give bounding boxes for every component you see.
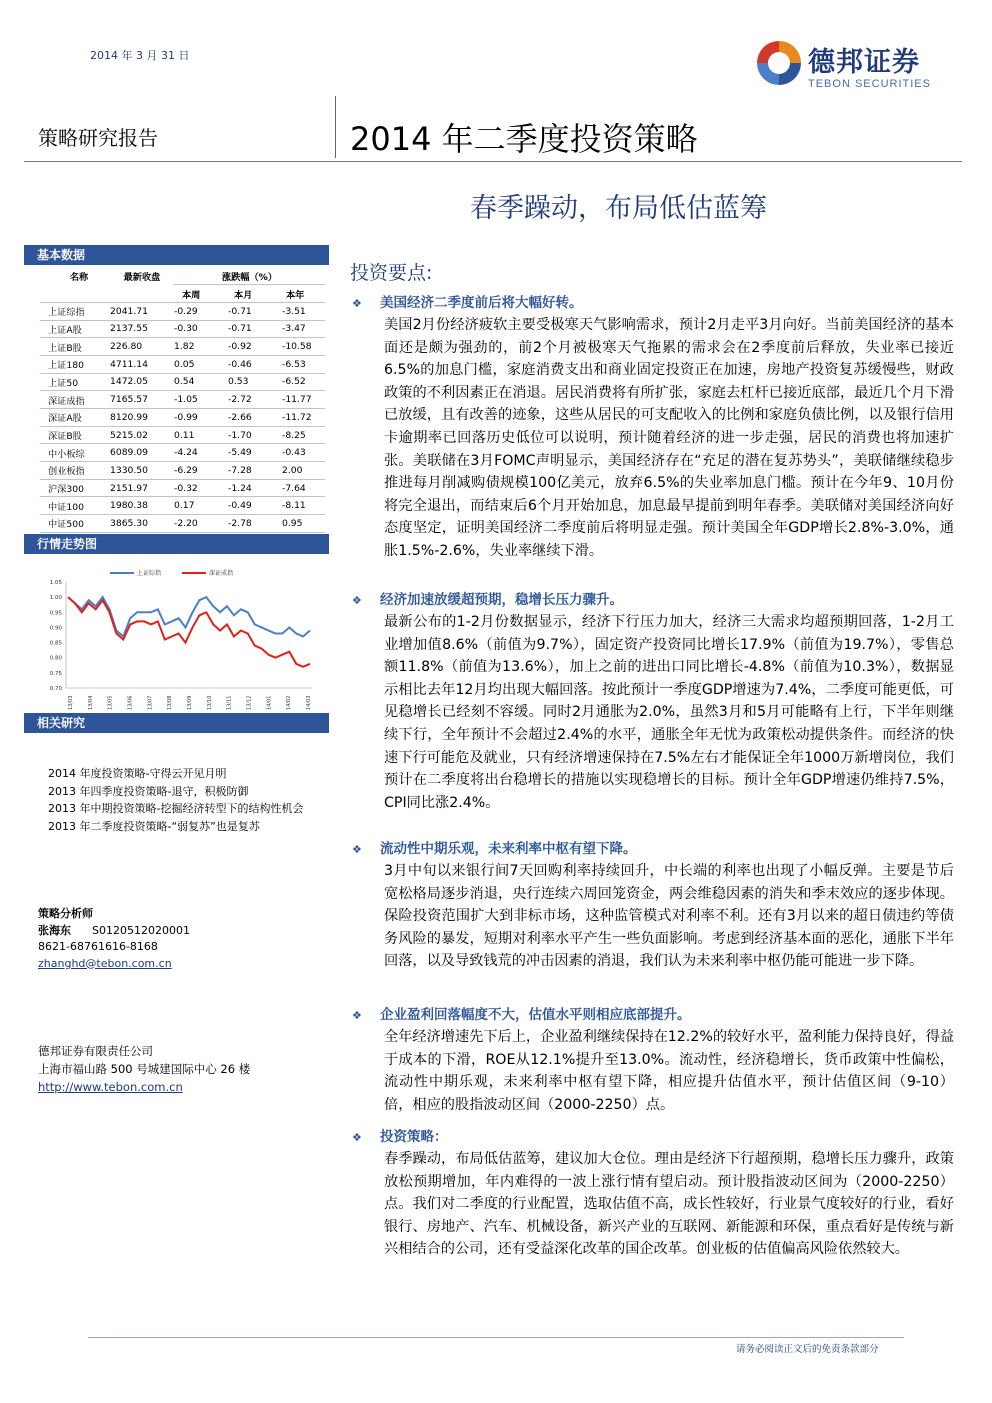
close-value: 1330.50 [110,462,174,480]
y-tick-label: 0.95 [49,610,62,617]
report-date: 2014 年 3 月 31 日 [90,49,190,62]
y-tick-label: 1.00 [49,595,62,602]
index-name: 中证500 [40,515,110,533]
report-title: 2014 年二季度投资策略 [350,120,698,158]
index-name: 创业板指 [40,462,110,480]
x-tick-label: 13/12 [246,695,253,710]
close-value: 4711.14 [110,355,174,373]
key-point-heading: ❖ 流动性中期乐观，未来利率中枢有望下降。 [352,841,637,857]
key-point-body: 全年经济增速先下后上，企业盈利继续保持在12.2%的较好水平，盈利能力保持良好，得益于成本的下滑，ROE从12.1%提升至13.0%。流动性，经济稳增长，货币政策中性偏松，流动性中期乐观，未来利率中枢有望下降，相应提升估值水平，预计估值区间（9-10）倍，相应的股指波动区间（2000-2250）点。 [384,1029,955,1113]
analyst-info [38,906,190,972]
month-change: -2.78 [228,515,282,533]
y-tick-label: 0.75 [49,670,62,677]
table-row [40,479,325,497]
table-row [40,409,325,427]
week-change: -0.32 [174,479,228,497]
related-item[interactable]: 2013 年中期投资策略-挖掘经济转型下的结构性机会 [48,802,304,815]
analyst-cert: S0120512020001 [92,923,190,937]
table-row [40,338,325,356]
table-row [40,515,325,533]
month-change: -1.24 [228,479,282,497]
index-name: 中证100 [40,497,110,515]
related-item[interactable]: 2014 年度投资策略-守得云开见月明 [48,767,227,780]
year-change: -0.43 [282,444,325,462]
footer-disclaimer: 请务必阅读正文后的免责条款部分 [736,1344,879,1355]
x-tick-label: 13/07 [147,695,154,710]
month-change: -2.72 [228,391,282,409]
week-change: 0.11 [174,426,228,444]
table-subheader-row [40,285,325,303]
index-name: 上证A股 [40,320,110,338]
table-row [40,320,325,338]
close-value: 2041.71 [110,302,174,320]
close-value: 2137.55 [110,320,174,338]
index-name: 上证180 [40,355,110,373]
close-value: 7165.57 [110,391,174,409]
basic-data-header: 基本数据 [24,245,329,265]
month-change: -0.49 [228,497,282,515]
trend-chart-svg [24,556,329,710]
trend-chart [24,556,329,710]
week-change: -4.24 [174,444,228,462]
year-change: 0.95 [282,515,325,533]
bullet-diamond-icon: ❖ [352,297,362,310]
tebon-logo-icon [752,36,806,90]
index-name: 上证综指 [40,302,110,320]
key-point-heading: ❖ 经济加速放缓超预期，稳增长压力骤升。 [352,592,623,608]
company-name: 德邦证券有限责任公司 [38,1044,153,1058]
close-value: 226.80 [110,338,174,356]
table-row [40,302,325,320]
x-tick-label: 13/06 [127,695,134,710]
close-value: 8120.99 [110,409,174,427]
analyst-title: 策略分析师 [38,907,93,920]
close-value: 1472.05 [110,373,174,391]
y-tick-label: 1.05 [49,580,62,586]
bullet-diamond-icon: ❖ [352,1131,362,1144]
key-point-body: 最新公布的1-2月份数据显示，经济下行压力加大，经济三大需求均超预期回落，1-2月工业增加值8.6%（前值为9.7%），固定资产投资同比增长17.9%（前值为19.7%），零售总额11.8%（前值为13.6%），加上之前的进出口同比增长-4.8%（前值为10.3%），数据显示相比去年12月均出现大幅回落。按此预计一季度GDP增速为7.4%，二季度可能更低，可见稳增长已经刻不容缓。同时2月通胀为2.0%，虽然3月和5月可能略有上行，下半年则继续下行，全年预计不会超过2.4%的水平，通胀全年无忧为政策松动提供条件。而经济的快速下行可能危及就业，只有经济增速保持在7.5%左右才能保证全年1000万新增岗位，我们预计在二季度将出台稳增长的措施以实现稳增长的目标。预计全年GDP增速仍维持7.5%，CPI同比涨2.4%。 [384,614,954,811]
x-tick-label: 14/02 [286,695,293,710]
x-tick-label: 13/11 [226,695,233,710]
key-point-body: 美国2月份经济疲软主要受极寒天气影响需求，预计2月走平3月向好。当前美国经济的基本面还是颇为强劲的，前2个月被极寒天气拖累的需求会在2季度前后释放，失业率已接近6.5%的加息门槛，家庭消费支出和商业固定投资正在加速，房地产投资复苏缓慢些，财政政策的不利因素正在消退。居民消费将有所扩张，家庭去杠杆已接近底部，最近几个月下滑已放缓，且有改善的迹象，这些从居民的可支配收入的比例和家庭负债比例，以及银行信用卡逾期率已回落历史低位可以说明，预计随着经济的进一步走强，居民的消费也将加速扩张。美联储在3月FOMC声明显示，美国经济存在“充足的潜在复苏势头”，美联储继续稳步推进每月削减购债规模100亿美元，放弃6.5%的失业率加息门槛。预计在今年9、10月份将完全退出，而结束后6个月开始加息，加息最早提前到明年春季。美联储对美国经济向好态度坚定，证明美国经济二季度前后将明显走强。预计美国全年GDP增长2.8%-3.0%，通胀1.5%-2.6%，失业率继续下滑。 [384,317,954,559]
legend-label: 深证成指 [209,570,234,577]
table-row [40,444,325,462]
table-row [40,355,325,373]
month-change: -2.66 [228,409,282,427]
month-change: -0.46 [228,355,282,373]
market-data-table [40,267,325,533]
analyst-name: 张海东 [38,923,71,937]
close-value: 5215.02 [110,426,174,444]
company-address: 上海市福山路 500 号城建国际中心 26 楼 [38,1062,251,1076]
x-tick-label: 13/05 [107,695,114,710]
y-tick-label: 0.85 [49,640,62,647]
table-row [40,497,325,515]
x-tick-label: 13/03 [68,695,74,710]
index-name: 沪深300 [40,479,110,497]
index-name: 深证A股 [40,409,110,427]
y-tick-label: 0.80 [49,655,62,662]
header-divider [335,96,336,158]
bullet-diamond-icon: ❖ [352,843,362,856]
table-row [40,391,325,409]
x-tick-label: 13/09 [187,695,193,710]
year-change: -10.58 [282,338,325,356]
key-point-heading: ❖ 美国经济二季度前后将大幅好转。 [352,295,583,311]
week-change: -2.20 [174,515,228,533]
week-change: 0.17 [174,497,228,515]
week-change: -6.29 [174,462,228,480]
index-name: 上证B股 [40,338,110,356]
company-logo [752,36,952,92]
index-name: 中小板综 [40,444,110,462]
week-change: 0.05 [174,355,228,373]
close-value: 1980.38 [110,497,174,515]
year-change: -8.25 [282,426,325,444]
logo-english-name: TEBON SECURITIES [808,78,931,90]
y-tick-label: 0.90 [49,625,62,632]
col-header-close: 最新收盘 [123,271,161,283]
analyst-phone: 8621-68761616-8168 [38,940,158,953]
key-point-heading: ❖ 企业盈利回落幅度不大，估值水平则相应底部提升。 [352,1007,691,1023]
analyst-email-link[interactable]: zhanghd@tebon.com.cn [38,956,172,970]
logo-chinese-name: 德邦证券 [808,47,920,78]
year-change: -8.11 [282,497,325,515]
x-tick-label: 13/04 [87,695,94,710]
index-name: 深证B股 [40,426,110,444]
year-change: -11.72 [282,409,325,427]
week-change: 0.54 [174,373,228,391]
key-points-title: 投资要点: [350,262,433,284]
year-change: -11.77 [282,391,325,409]
month-change: -1.70 [228,426,282,444]
year-change: -3.47 [282,320,325,338]
week-change: -0.29 [174,302,228,320]
related-research-header: 相关研究 [24,713,329,733]
y-tick-label: 0.70 [49,686,62,692]
related-item[interactable]: 2013 年四季度投资策略-退守，积极防御 [48,784,249,798]
x-tick-label: 13/10 [206,695,213,710]
report-subtitle: 春季躁动，布局低估蓝筹 [470,193,767,224]
year-change: -3.51 [282,302,325,320]
month-change: -7.28 [228,462,282,480]
legend-label: 上证综指 [137,570,162,577]
col-header-change: 涨跌幅（%） [174,267,325,285]
key-point-body: 3月中旬以来银行间7天回购利率持续回升，中长端的利率也出现了小幅反弹。主要是节后宽松格局逐步消退，央行连续六周回笼资金，两会维稳因素的消失和季末效应的逐步体现。保险投资范围扩大到非标市场，这种监管模式对利率不利。还有3月以来的超日债违约等债务风险的暴发，短期对利率水平产生一些负面影响。考虑到经济基本面的恶化，通胀下半年回落，以及导致钱荒的冲击因素的消退，我们认为未来利率中枢仍能可能进一步下降。 [384,863,954,970]
x-tick-label: 13/08 [167,695,174,710]
bullet-diamond-icon: ❖ [352,1009,362,1022]
table-row [40,426,325,444]
month-change: -0.92 [228,338,282,356]
x-tick-label: 14/01 [266,695,273,710]
col-header-year: 本年 [286,289,305,301]
week-change: 1.82 [174,338,228,356]
col-header-name: 名称 [69,271,89,283]
year-change: -6.53 [282,355,325,373]
week-change: -0.99 [174,409,228,427]
related-research-list [48,766,328,836]
close-value: 2151.97 [110,479,174,497]
month-change: -5.49 [228,444,282,462]
table-row [40,462,325,480]
index-name: 上证50 [40,373,110,391]
close-value: 3865.30 [110,515,174,533]
footer-rule [88,1337,904,1338]
x-tick-label: 14/03 [306,695,312,710]
company-url-link[interactable]: http://www.tebon.com.cn [38,1080,183,1094]
week-change: -0.30 [174,320,228,338]
key-point-body: 春季躁动，布局低估蓝筹，建议加大仓位。理由是经济下行超预期，稳增长压力骤升，政策放松预期增加，年内难得的一波上涨行情有望启动。预计股指波动区间为（2000-2250）点。我们对二季度的行业配置，选取估值不高，成长性较好，行业景气度较好的行业，看好银行、房地产、汽车、机械设备，新兴产业的互联网、新能源和环保，重点看好是传统与新兴相结合的公司，还有受益深化改革的国企改革。创业板的估值偏高风险依然较大。 [384,1151,954,1258]
bullet-diamond-icon: ❖ [352,594,362,607]
table-header-row [40,267,325,285]
key-point-heading: ❖ 投资策略： [352,1129,448,1145]
related-item[interactable]: 2013 年二季度投资策略-“弱复苏”也是复苏 [48,819,260,833]
year-change: -6.52 [282,373,325,391]
col-header-month: 本月 [234,289,253,301]
table-row [40,373,325,391]
index-name: 深证成指 [40,391,110,409]
company-info [38,1042,250,1096]
close-value: 6089.09 [110,444,174,462]
header-rule [24,161,962,162]
month-change: 0.53 [228,373,282,391]
trend-chart-header: 行情走势图 [24,534,329,554]
year-change: -7.64 [282,479,325,497]
month-change: -0.71 [228,320,282,338]
col-header-week: 本周 [182,289,201,301]
year-change: 2.00 [282,462,325,480]
report-type: 策略研究报告 [38,126,158,150]
week-change: -1.05 [174,391,228,409]
month-change: -0.71 [228,302,282,320]
